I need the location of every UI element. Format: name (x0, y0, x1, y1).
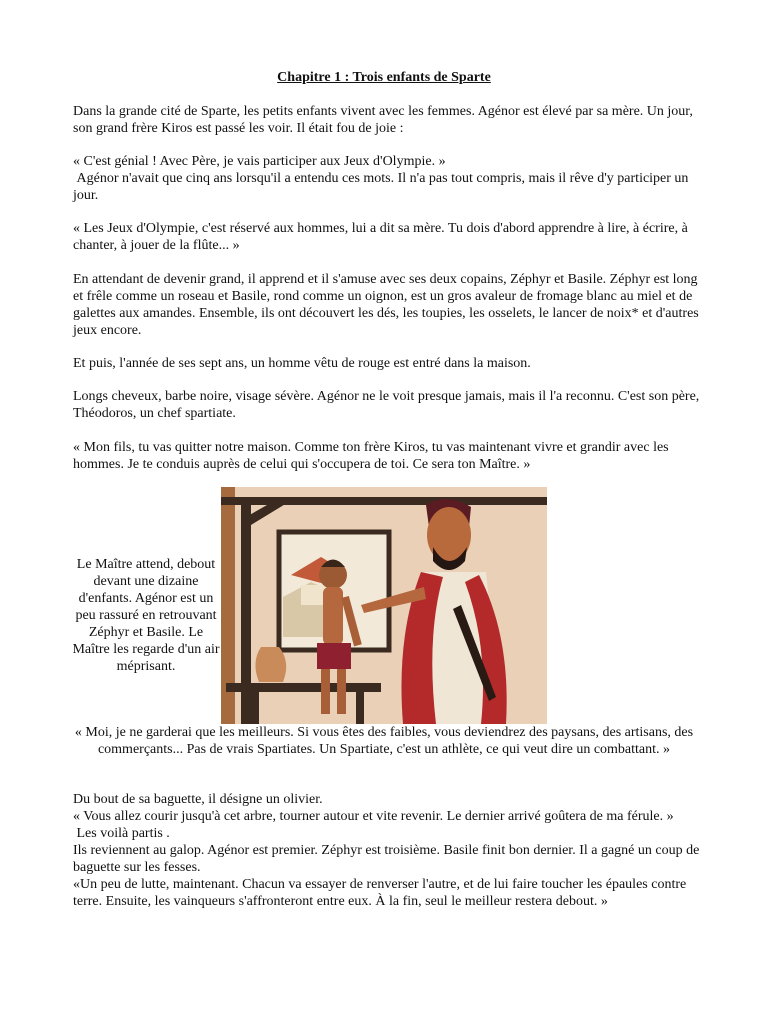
image-caption: Le Maître attend, debout devant une dizaine d'enfants. Agénor est un peu rassuré en retrouvant Zéphyr et Basile. Le Maître les regarde d'un air méprisant. (72, 557, 220, 674)
chapter-title: Chapitre 1 : Trois enfants de Sparte (277, 70, 491, 85)
line-wrestling: «Un peu de lutte, maintenant. Chacun va essayer de renverser l'autre, et de lui faire toucher les épaules contre terre. Ensuite, les vainqueurs s'affronteront entre eux. À la fin, seul le meilleur restera debout. » (73, 877, 687, 909)
line-olive-tree: Du bout de sa baguette, il désigne un olivier. (73, 792, 323, 807)
paragraph-race-and-wrestling (73, 791, 703, 910)
paragraph-father: Longs cheveux, barbe noire, visage sévère. Agénor ne le voit presque jamais, mais il l'a reconnu. C'est son père, Théodoros, un chef spartiate. (73, 389, 700, 421)
paragraph-intro: Dans la grande cité de Sparte, les petits enfants vivent avec les femmes. Agénor est élevé par sa mère. Un jour, son grand frère Kiros est passé les voir. Il était fou de joie : (73, 104, 693, 136)
line-race-instructions: « Vous allez courir jusqu'à cet arbre, tourner autour et vite revenir. Le dernier arrivé goûtera de ma férule. » (73, 809, 674, 824)
line-they-leave: Les voilà partis . (73, 826, 170, 841)
paragraph-friends: En attendant de devenir grand, il apprend et il s'amuse avec ses deux copains, Zéphyr et Basile. Zéphyr est long et frêle comme un roseau et Basile, rond comme un oignon, est un gros avaleur de fromage blanc au miel et de galettes aux amandes. Ensemble, ils ont découvert les dés, les toupies, les osselets, le lancer de noix* et d'autres jeux encore. (73, 272, 699, 338)
line-race-results: Ils reviennent au galop. Agénor est premier. Zéphyr est troisième. Basile finit bon dernier. Il a gagné un coup de baguette sur les fesses. (73, 843, 700, 875)
paragraph-mother: « Les Jeux d'Olympie, c'est réservé aux hommes, lui a dit sa mère. Tu dois d'abord apprendre à lire, à écrire, à chanter, à jouer de la flûte... » (73, 221, 688, 253)
paragraph-kiros (73, 153, 703, 204)
paragraph-man-in-red: Et puis, l'année de ses sept ans, un homme vêtu de rouge est entré dans la maison. (73, 356, 531, 371)
master-speech: « Moi, je ne garderai que les meilleurs. Si vous êtes des faibles, vous deviendrez des paysans, des artisans, des commerçants... Pas de vrais Spartiates. Un Spartiate, c'est un athlète, ce qui veut dire un combattant. » (74, 725, 694, 757)
agenor-reaction: Agénor n'avait que cinq ans lorsqu'il a entendu ces mots. Il n'a pas tout compris, mais il rêve d'y participer un jour. (73, 171, 692, 203)
paragraph-father-speech: « Mon fils, tu vas quitter notre maison. Comme ton frère Kiros, tu vas maintenant vivre et grandir avec les hommes. Je te conduis auprès de celui qui s'occupera de toi. Ce sera ton Maître. » (73, 440, 669, 472)
master-and-boy-illustration (221, 487, 547, 724)
kiros-quote: « C'est génial ! Avec Père, je vais participer aux Jeux d'Olympie. » (73, 154, 446, 169)
